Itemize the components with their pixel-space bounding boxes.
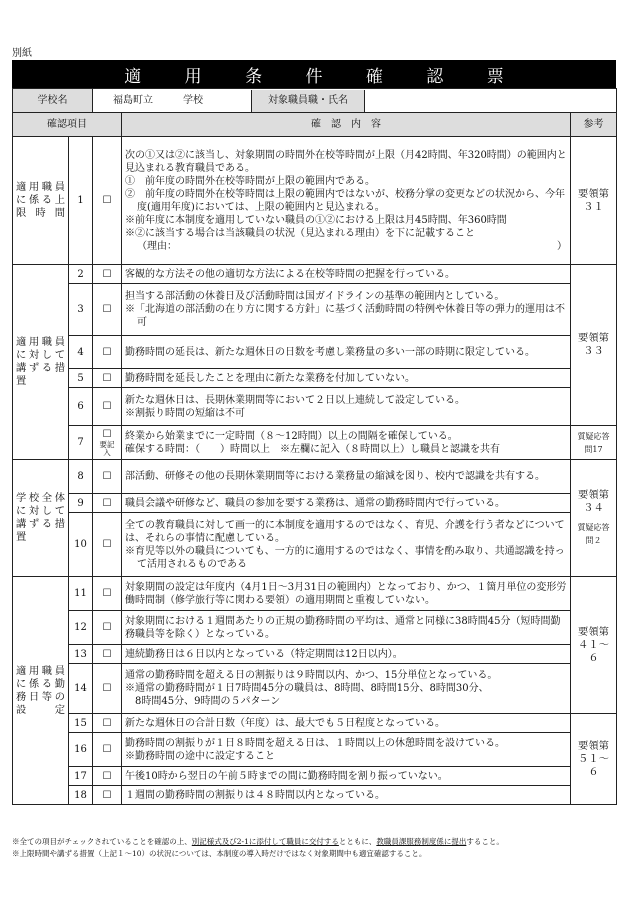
checkbox-8[interactable]: ☐ (93, 460, 122, 494)
column-header-row (13, 113, 617, 137)
staff-label: 対象職員職・氏名 (251, 90, 365, 112)
item-number: 12 (69, 611, 93, 645)
item-row-4 (13, 336, 617, 369)
item-number: 10 (69, 513, 93, 577)
item-text: 確保する時間：（ ）時間以上 ※左欄に記入（８時間以上）し職員と認識を共有 (125, 443, 500, 455)
item-row-14 (13, 664, 617, 714)
item-row-8 (13, 460, 617, 494)
item-row-10 (13, 513, 617, 577)
item-number: 6 (69, 388, 93, 426)
checkbox-18[interactable]: ☐ (93, 786, 122, 805)
item-number: 8 (69, 460, 93, 494)
item-text: 通常の勤務時間を超える日の割振りは９時間以内、かつ、15分単位となっている。 (125, 670, 498, 681)
checkbox-12[interactable]: ☐ (93, 611, 122, 645)
item-number: 16 (69, 733, 93, 767)
footnotes (12, 836, 616, 860)
item-number: 3 (69, 284, 93, 336)
school-label: 学校名 (13, 89, 93, 113)
checkbox-10[interactable]: ☐ (93, 513, 122, 577)
item-number: 17 (69, 767, 93, 786)
ref-cell: 要領第３３ (571, 265, 617, 426)
item-row-9 (13, 494, 617, 513)
item-text: 新たな週休日は、長期休業期間等において２日以上連続して設定している。 (125, 394, 465, 406)
item-number: 13 (69, 645, 93, 664)
ref-cell: 要領第５１～６ (571, 714, 617, 805)
item-row-1 (13, 137, 617, 265)
section-upper-limit: 適用職員に係る上限時間 (13, 137, 69, 265)
section-workday-settings: 適用職員に係る勤務日等の設定 (13, 577, 69, 805)
ref-cell: 質疑応答問２ (577, 523, 610, 545)
col-reference-header: 参考 (571, 113, 617, 137)
checkbox-6[interactable]: ☐ (93, 388, 122, 426)
item-text: ※通常の勤務時間が１日7時間45分の職員は、8時間、8時間15分、8時間30分、 (125, 683, 489, 694)
item-text: 勤務時間の割振りが１日８時間を超える日は、１時間以上の休憩時間を設けている。 (125, 737, 505, 749)
ref-cell: 質疑応答問17 (571, 426, 617, 460)
item-text: 全ての教育職員に対して画一的に本制度を適用するのではなく、育児、介護を行う者などについては、それらの事情に配慮している。 (125, 519, 565, 544)
item-number: 14 (69, 664, 93, 714)
item-text: ※勤務時間の途中に設定すること (125, 750, 275, 762)
checkbox-17[interactable]: ☐ (93, 767, 122, 786)
item-text: 客観的な方法その他の適切な方法による在校等時間の把握を行っている。 (122, 265, 571, 284)
item-number: 11 (69, 577, 93, 611)
footnote-1: ※全ての項目がチェックされていることを確認の上、別記様式及び2-1に添付して職員に交付するとともに、教職員課服務制度係に提出すること。 (12, 837, 504, 846)
checkbox-9[interactable]: ☐ (93, 494, 122, 513)
item-number: 2 (69, 265, 93, 284)
item-text: ※「北海道の部活動の在り方に関する方針」に基づく活動時間の特例や休養日等の弾力的運用は不可 (125, 304, 565, 328)
school-name-field[interactable]: 福島町立 学校 (113, 95, 203, 106)
item-text: 勤務時間を延長したことを理由に新たな業務を付加していない。 (122, 369, 571, 388)
header-row (13, 89, 617, 113)
section-staff-measures: 適用職員に対して講ずる措置 (13, 265, 69, 460)
reason-close: ） (557, 240, 567, 252)
checkbox-2[interactable]: ☐ (93, 265, 122, 284)
item-row-11 (13, 577, 617, 611)
checkbox-13[interactable]: ☐ (93, 645, 122, 664)
item-text: 対象期間の設定は年度内（4月1日～3月31日の範囲内）となっており、かつ、１箇月単位の変形労働時間制（修学旅行等に関わる要領）の適用期間と重複していない。 (122, 577, 571, 611)
form-title: 適 用 条 件 確 認 票 (12, 60, 616, 88)
ref-cell: 要領第４１～６ (571, 577, 617, 714)
item-text: 新たな週休日の合計日数（年度）は、最大でも５日程度となっている。 (122, 714, 571, 733)
checkbox-7[interactable]: ☐ (102, 429, 112, 440)
section-school-measures: 学校全体に対して講ずる措置 (13, 460, 69, 577)
item-text: １週間の勤務時間の割振りは４８時間以内となっている。 (122, 786, 571, 805)
item-text: 担当する部活動の休養日及び活動時間は国ガイドラインの基準の範囲内としている。 (125, 291, 505, 302)
item-row-13 (13, 645, 617, 664)
item-text: 次の①又は②に該当し、対象期間の時間外在校等時間が上限（月42時間、年320時間）の範囲内と見込まれる教育職員である。 (125, 149, 567, 174)
checkbox-14[interactable]: ☐ (93, 664, 122, 714)
ref-cell: 要領第３４ (578, 489, 609, 514)
item-number: 15 (69, 714, 93, 733)
col-item-header: 確認項目 (13, 113, 122, 137)
item-row-2 (13, 265, 617, 284)
checkbox-4[interactable]: ☐ (93, 336, 122, 369)
item-text: 終業から始業までに一定時間（８～12時間）以上の間隔を確保している。 (125, 430, 458, 442)
footnote-2: ※上限時間や講ずる措置（上記１～10）の状況については、本制度の導入時だけではなく対象期間中も適宜確認すること。 (12, 849, 427, 858)
checkbox-3[interactable]: ☐ (93, 284, 122, 336)
item-row-6 (13, 388, 617, 426)
item-row-3 (13, 284, 617, 336)
item-text: 部活動、研修その他の長期休業期間等における業務量の縮減を図り、校内で認識を共有する。 (122, 460, 571, 494)
item-text: ※②に該当する場合は当該職員の状況（見込まれる理由）を下に記載すること (125, 227, 475, 239)
item-text: 対象期間における１週間あたりの正規の勤務時間の平均は、通常と同様に38時間45分（短時間勤務職員等を除く）となっている。 (122, 611, 571, 645)
checkbox-5[interactable]: ☐ (93, 369, 122, 388)
item-number: 18 (69, 786, 93, 805)
checkbox-16[interactable]: ☐ (93, 733, 122, 767)
item-text: ※前年度に本制度を適用していない職員の①②における上限は月45時間、年360時間 (125, 214, 507, 226)
item-number: 4 (69, 336, 93, 369)
item-text: 8時間45分、9時間の５パターン (135, 696, 281, 707)
item-text: 職員会議や研修など、職員の参加を要する業務は、通常の勤務時間内で行っている。 (122, 494, 571, 513)
item-row-15 (13, 714, 617, 733)
item-row-17 (13, 767, 617, 786)
item-number: 5 (69, 369, 93, 388)
checkbox-15[interactable]: ☐ (93, 714, 122, 733)
item-row-18 (13, 786, 617, 805)
annex-label: 別紙 (12, 48, 32, 59)
item-number: 9 (69, 494, 93, 513)
required-entry-label: 要記入 (99, 440, 115, 457)
item-row-12 (13, 611, 617, 645)
confirmation-table (12, 88, 617, 805)
item-number: 1 (69, 137, 93, 265)
item-row-7 (13, 426, 617, 460)
col-content-header: 確 認 内 容 (122, 113, 571, 137)
item-text: ① 前年度の時間外在校等時間が上限の範囲内である。 (125, 175, 375, 187)
item-text: ※割振り時間の短縮は不可 (125, 407, 245, 419)
checkbox-11[interactable]: ☐ (93, 577, 122, 611)
item-text: 連続勤務日は６日以内となっている（特定期間は12日以内）。 (122, 645, 571, 664)
item-text: ② 前年度の時間外在校等時間は上限の範囲内ではないが、校務分掌の変更などの状況から、今年度(適用年度)においては、上限の範囲内と見込まれる。 (125, 188, 565, 213)
item-text: 午後10時から翌日の午前５時までの間に勤務時間を割り振っていない。 (122, 767, 571, 786)
item-row-5 (13, 369, 617, 388)
reason-label: （理由： (137, 240, 177, 252)
item-number: 7 (69, 426, 93, 460)
item-text: ※育児等以外の職員についても、一方的に適用するのではなく、事情を酌み取り、共通認識を持って活用されるものである (125, 545, 565, 570)
item-row-16 (13, 733, 617, 767)
checkbox-1[interactable]: ☐ (93, 137, 122, 265)
item-text: 勤務時間の延長は、新たな週休日の日数を考慮し業務量の多い一部の時期に限定している。 (122, 336, 571, 369)
ref-cell: 要領第３１ (571, 137, 617, 265)
